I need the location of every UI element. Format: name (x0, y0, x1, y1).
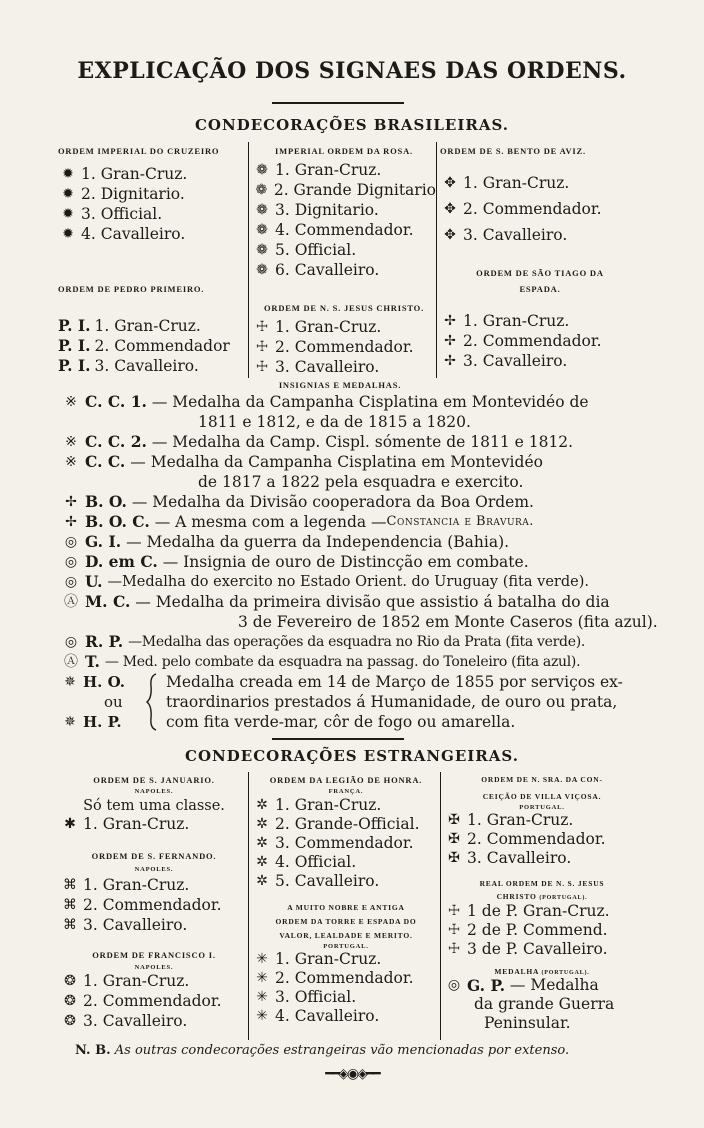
list-item: ✹ 4. Cavalleiro. (58, 224, 248, 244)
list-item: ❁ 5. Official. (252, 240, 436, 260)
tower-sword-icon: ✳ (256, 989, 268, 1005)
medal-circle-icon: ◎ (447, 977, 461, 993)
humanity-medal-icon: ✵ (64, 714, 76, 730)
insignias-heading: INSIGNIAS E MEDALHAS. (278, 380, 402, 390)
order-heading-3: VALOR, LEALDADE E MERITO. (279, 931, 413, 940)
list-item: ✠ 1. Gran-Cruz. (444, 811, 640, 830)
fernando-cross-icon: ⌘ (63, 897, 77, 913)
order-heading-2: CEIÇÃO DE VILLA VIÇOSA. (482, 792, 602, 801)
order-heading: ORDEM DE FRANCISCO I. (92, 950, 216, 960)
list-item: ☩ 2 de P. Commend. (444, 921, 640, 940)
tower-sword-icon: ✳ (256, 1008, 268, 1024)
list-item: ❁ 1. Gran-Cruz. (252, 160, 436, 180)
order-heading: ORDEM DE S. BENTO DE AVIZ. (440, 146, 586, 156)
list-item: ❂ 2. Commendador. (60, 991, 248, 1011)
januario-cross-icon: ✱ (64, 816, 76, 832)
list-item: ✳ 4. Cavalleiro. (252, 1007, 440, 1026)
list-item: ⌘ 2. Commendador. (60, 895, 248, 915)
christ-cross-icon: ☩ (255, 359, 269, 375)
medal-text: Peninsular. (484, 1014, 571, 1032)
list-item: ✢ 3. Cavalleiro. (440, 351, 640, 371)
villa-vicosa-cross-icon: ✠ (448, 850, 460, 866)
list-item: ☩ 2. Commendador. (252, 337, 436, 357)
cruzeiro-star-icon: ✹ (62, 166, 74, 182)
list-item: ✥ 1. Gran-Cruz. (440, 170, 640, 196)
medal-anchor-icon: Ⓐ (64, 654, 78, 670)
list-item: ☩ 1 de P. Gran-Cruz. (444, 902, 640, 921)
order-place: NAPOLES. (134, 788, 174, 795)
ho-hp-codes: ✵ H. O. ou ✵ H. P. (60, 672, 170, 732)
order-heading: ORDEM DE S. FERNANDO. (91, 851, 217, 861)
list-item: ❁ 2. Grande Dignitario (252, 180, 436, 200)
list-item: ❂ 1. Gran-Cruz. (60, 971, 248, 991)
or-label: ou (104, 693, 123, 711)
estrangeiras-title: CONDECORAÇÕES ESTRANGEIRAS. (185, 747, 519, 765)
order-heading: REAL ORDEM DE N. S. JESUS (479, 879, 605, 888)
medal-cross-icon: ✢ (65, 494, 77, 510)
medal-cross-icon: ✢ (65, 514, 77, 530)
list-item: ☩ 3. Cavalleiro. (252, 357, 436, 377)
list-item: ☩ 1. Gran-Cruz. (252, 317, 436, 337)
order-sao-tiago (440, 268, 640, 371)
cruzeiro-star-icon: ✹ (62, 226, 74, 242)
brace-icon (146, 672, 160, 732)
christ-cross-icon: ☩ (447, 903, 461, 919)
medal-circle-icon: ◎ (64, 634, 78, 650)
order-francisco (60, 950, 248, 1031)
list-item: ✢ 2. Commendador. (440, 331, 640, 351)
list-item: ☩ 3 de P. Cavalleiro. (444, 940, 640, 959)
medal-entry-cont: 3 de Fevereiro de 1852 em Monte Caseros (fita azul). (238, 613, 658, 631)
christ-cross-icon: ☩ (447, 941, 461, 957)
legion-star-icon: ✲ (256, 854, 268, 870)
order-real-christo (444, 879, 640, 959)
order-januario (60, 775, 248, 833)
legion-star-icon: ✲ (256, 873, 268, 889)
rose-icon: ❁ (256, 202, 268, 218)
aviz-cross-icon: ✥ (444, 201, 456, 217)
medal-entry: ✢ B. O. C. — A mesma com a legenda — Constancia e Bravura. (60, 512, 640, 532)
rose-icon: ❁ (256, 242, 268, 258)
order-fernando (60, 851, 248, 935)
order-heading: ORDEM DA LEGIÃO DE HONRA. (269, 775, 423, 785)
order-heading: ORDEM DE PEDRO PRIMEIRO. (58, 284, 205, 294)
order-aviz (440, 146, 640, 248)
order-heading-2: CHRISTO (PORTUGAL). (496, 892, 588, 901)
list-item: ✹ 1. Gran-Cruz. (58, 164, 248, 184)
list-item: ✠ 2. Commendador. (444, 830, 640, 849)
order-heading-2: ESPADA. (519, 284, 561, 294)
order-heading: MEDALHA (PORTUGAL). (494, 967, 590, 976)
medal-star-icon: ※ (65, 394, 77, 410)
medals-list (60, 392, 658, 672)
order-place: PORTUGAL. (519, 804, 565, 811)
tower-sword-icon: ✳ (256, 951, 268, 967)
order-heading: ORDEM DE N. S. JESUS CHRISTO. (263, 303, 425, 313)
rose-icon: ❁ (255, 182, 268, 198)
divider (436, 142, 437, 378)
cruzeiro-star-icon: ✹ (62, 186, 74, 202)
order-note: Só tem uma classe. (83, 798, 225, 814)
list-item: ✠ 3. Cavalleiro. (444, 849, 640, 868)
list-item: ✳ 2. Commendador. (252, 969, 440, 988)
fernando-cross-icon: ⌘ (63, 877, 77, 893)
cruzeiro-star-icon: ✹ (62, 206, 74, 222)
list-item: ⌘ 3. Cavalleiro. (60, 915, 248, 935)
list-item: ✲ 5. Cavalleiro. (252, 872, 440, 891)
list-item: P. I. 3. Cavalleiro. (58, 356, 199, 375)
footnote: N. B. As outras condecorações estrangeiras vão mencionadas por extenso. (75, 1043, 570, 1058)
tower-sword-icon: ✳ (256, 970, 268, 986)
list-item: ❂ 3. Cavalleiro. (60, 1011, 248, 1031)
sword-cross-icon: ✢ (444, 353, 456, 369)
order-heading: ORDEM DE SÃO TIAGO DA (476, 268, 604, 278)
medal-circle-icon: ◎ (64, 554, 78, 570)
list-item: P. I. 2. Commendador (58, 336, 230, 355)
order-place: NAPOLES. (134, 866, 174, 873)
medal-text: da grande Guerra (474, 995, 615, 1013)
francisco-badge-icon: ❂ (64, 1013, 76, 1029)
medal-entry: ◎ R. P. —Medalha das operações da esquadra no Rio da Prata (fita verde). (60, 632, 640, 652)
order-heading: ORDEM IMPERIAL DO CRUZEIRO (58, 146, 220, 156)
list-item: P. I. 1. Gran-Cruz. (58, 316, 201, 335)
medal-entry: ※ C. C. 1. — Medalha da Campanha Cisplatina em Montevidéo de (60, 392, 640, 412)
order-heading: IMPERIAL ORDEM DA ROSA. (275, 146, 413, 156)
fernando-cross-icon: ⌘ (63, 917, 77, 933)
humanity-medal-icon: ✵ (64, 674, 76, 690)
ho-hp-description: Medalha creada em 14 de Março de 1855 por serviços ex- traordinarios prestados á Humanidade, de ouro ou prata, com fita verde-mar, côr de fogo ou amarella. (166, 673, 623, 731)
christ-cross-icon: ☩ (255, 319, 269, 335)
divider (440, 772, 441, 1040)
legion-star-icon: ✲ (256, 835, 268, 851)
list-item: ✹ 3. Official. (58, 204, 248, 224)
list-item: ⌘ 1. Gran-Cruz. (60, 875, 248, 895)
list-item: ✱ 1. Gran-Cruz. (60, 815, 248, 833)
list-item: ❁ 6. Cavalleiro. (252, 260, 436, 280)
medal-circle-icon: ◎ (64, 574, 78, 590)
order-rosa (252, 146, 436, 280)
order-heading: ORDEM DE N. SRA. DA CON- (481, 775, 603, 784)
divider (248, 772, 249, 1040)
list-item: ✲ 3. Commendador. (252, 834, 440, 853)
medal-entry: ✢ B. O. — Medalha da Divisão cooperadora da Boa Ordem. (60, 492, 640, 512)
christ-cross-icon: ☩ (255, 339, 269, 355)
legion-star-icon: ✲ (256, 797, 268, 813)
ornament-icon: ━━◈◉◈━━ (325, 1066, 379, 1082)
christ-cross-icon: ☩ (447, 922, 461, 938)
francisco-badge-icon: ❂ (64, 973, 76, 989)
medal-entry: ◎ D. em C. — Insignia de ouro de Distincção em combate. (60, 552, 640, 572)
medal-star-icon: ※ (65, 454, 77, 470)
list-item: ✲ 2. Grande-Official. (252, 815, 440, 834)
list-item: ◎ G. P. — Medalha (444, 976, 640, 995)
list-item: ✥ 2. Commendador. (440, 196, 640, 222)
order-place: PORTUGAL. (323, 943, 369, 950)
legion-star-icon: ✲ (256, 816, 268, 832)
order-torre-espada (252, 903, 440, 1026)
list-item: ❁ 4. Commendador. (252, 220, 436, 240)
aviz-cross-icon: ✥ (444, 175, 456, 191)
order-place: NAPOLES. (134, 964, 174, 971)
medal-anchor-icon: Ⓐ (64, 594, 78, 610)
list-item: ✳ 3. Official. (252, 988, 440, 1007)
order-cruzeiro (58, 146, 248, 244)
order-jesus-christo (252, 303, 436, 377)
aviz-cross-icon: ✥ (444, 227, 456, 243)
list-item: ❁ 3. Dignitario. (252, 200, 436, 220)
rose-icon: ❁ (256, 222, 268, 238)
list-item: ✢ 1. Gran-Cruz. (440, 311, 640, 331)
order-villa-vicosa (444, 775, 640, 868)
list-item: ✲ 1. Gran-Cruz. (252, 796, 440, 815)
medal-entry: ◎ G. I. — Medalha da guerra da Independencia (Bahia). (60, 532, 640, 552)
medal-star-icon: ※ (65, 434, 77, 450)
rose-icon: ❁ (256, 162, 268, 178)
order-pedro (58, 284, 248, 376)
medal-entry: Ⓐ M. C. — Medalha da primeira divisão que assistio á batalha do dia (60, 592, 640, 612)
order-legiao-honra (252, 775, 440, 891)
medal-entry: Ⓐ T. — Med. pelo combate da esquadra na passag. do Toneleiro (fita azul). (60, 652, 640, 672)
medal-entry: ◎ U. —Medalha do exercito no Estado Orient. do Uruguay (fita verde). (60, 572, 640, 592)
order-heading-2: ORDEM DA TORRE E ESPADA DO (275, 917, 417, 926)
order-place: FRANÇA. (328, 788, 364, 795)
title-rule (272, 102, 404, 104)
page-title: EXPLICAÇÃO DOS SIGNAES DAS ORDENS. (77, 58, 627, 84)
medal-entry-cont: 1811 e 1812, e da de 1815 a 1820. (198, 413, 471, 431)
medal-entry: ※ C. C. — Medalha da Campanha Cisplatina em Montevidéo (60, 452, 640, 472)
villa-vicosa-cross-icon: ✠ (448, 831, 460, 847)
list-item: ✹ 2. Dignitario. (58, 184, 248, 204)
order-heading: A MUITO NOBRE E ANTIGA (287, 903, 405, 912)
sword-cross-icon: ✢ (444, 313, 456, 329)
list-item: ✥ 3. Cavalleiro. (440, 222, 640, 248)
medal-circle-icon: ◎ (64, 534, 78, 550)
francisco-badge-icon: ❂ (64, 993, 76, 1009)
brasileiras-title: CONDECORAÇÕES BRASILEIRAS. (194, 116, 509, 134)
sword-cross-icon: ✢ (444, 333, 456, 349)
list-item: ✲ 4. Official. (252, 853, 440, 872)
medal-entry-cont: de 1817 a 1822 pela esquadra e exercito. (198, 473, 524, 491)
list-item: ✳ 1. Gran-Cruz. (252, 950, 440, 969)
order-heading: ORDEM DE S. JANUARIO. (93, 775, 215, 785)
medal-guerra-peninsular (444, 967, 640, 1033)
section-rule (272, 738, 404, 740)
rose-icon: ❁ (256, 262, 268, 278)
villa-vicosa-cross-icon: ✠ (448, 812, 460, 828)
divider (248, 142, 249, 378)
medal-entry: ※ C. C. 2. — Medalha da Camp. Cispl. sómente de 1811 e 1812. (60, 432, 640, 452)
